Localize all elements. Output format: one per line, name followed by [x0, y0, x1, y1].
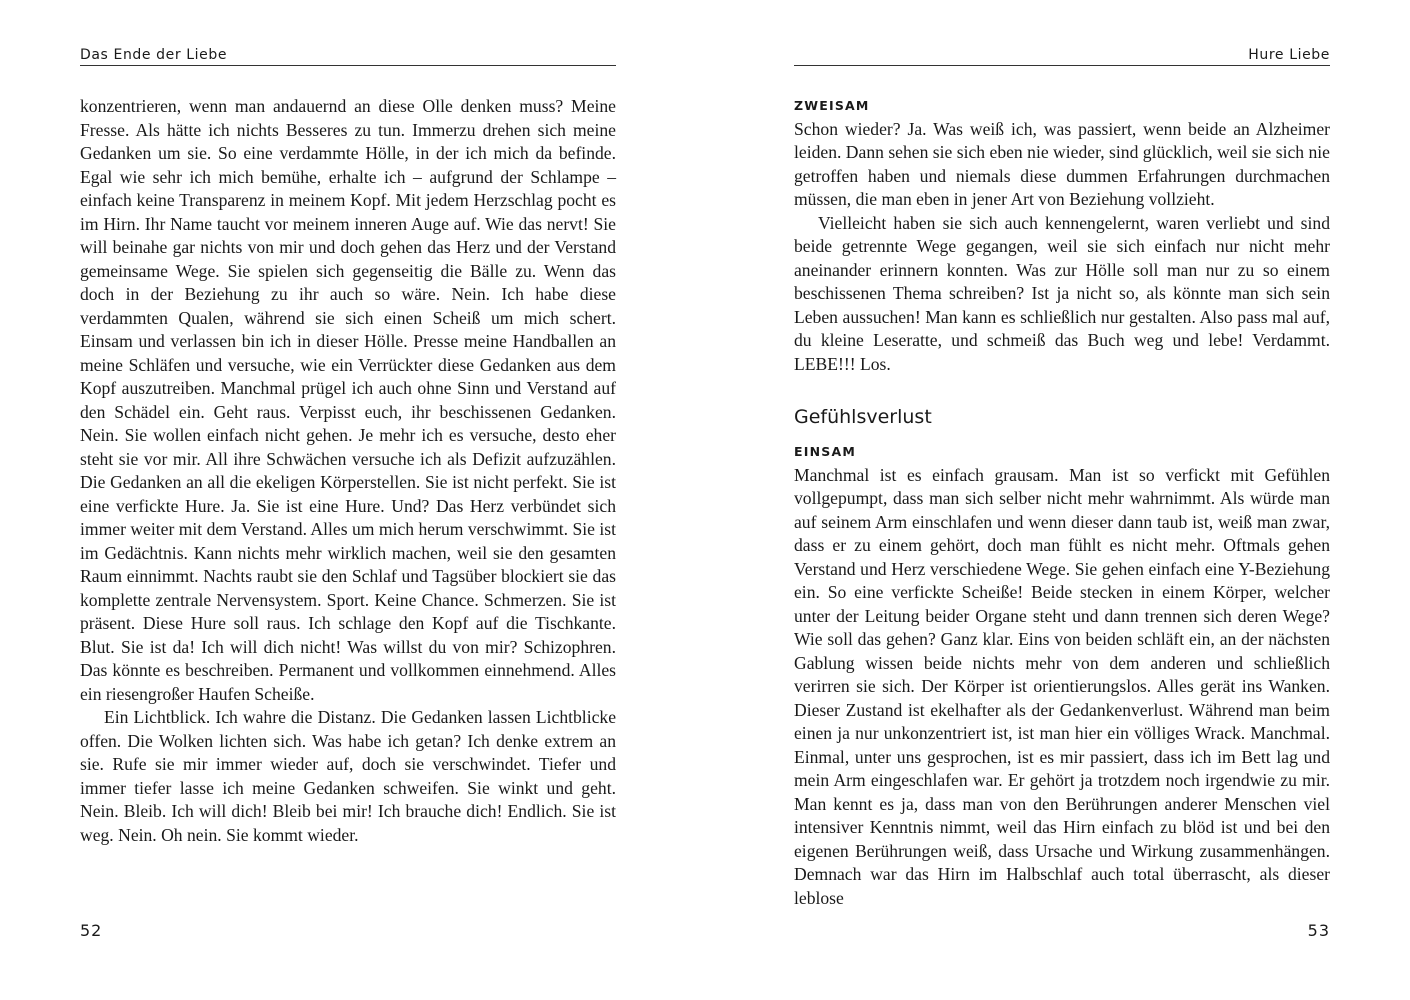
- right-paragraph-2: Vielleicht haben sie sich auch kennengelernt, waren verliebt und sind beide getrennte Wege gegangen, weil sie sich einfach nur nicht mehr aneinander erinnern konnten. Was zur Hölle soll man nur zu so einem beschissenen Thema schreiben? Ist ja nicht so, als könnte man sich sein Leben aussuchen! Man kann es schließlich nur gestalten. Also pass mal auf, du kleine Leseratte, und schmeiß das Buch weg und lebe! Verdammt. LEBE!!! Los.: [794, 212, 1330, 374]
- left-running-head-text: Das Ende der Liebe: [80, 47, 228, 63]
- right-paragraph-3: Manchmal ist es einfach grausam. Man ist so verfickt mit Gefühlen vollgepumpt, dass man sich selber nicht mehr wahrnimmt. Als würde man auf seinem Arm einschlafen und wenn dieser dann taub ist, weiß man zwar, dass er zu einem gehört, doch man fühlt es nicht mehr. Oftmals gehen Verstand und Herz verschiedene Wege. Sie gehen einfach eine Y-Beziehung ein. So eine verfickte Scheiße! Beide stecken in einem Körper, welcher unter der Leitung beider Organe steht und dann trennen sich deren Wege? Wie soll das gehen? Ganz klar. Eins von beiden schläft ein, an der nächsten Gablung wissen beide nichts mehr von dem anderen und schließlich verirren sie sich. Der Körper ist orientierungslos. Alles gerät ins Wanken. Dieser Zustand ist ekelhafter als der Gedankenverlust. Während man beim einen ja nur unkonzentriert ist, ist man hier ein völliges Wrack. Manchmal. Einmal, unter uns gesprochen, ist es mir passiert, dass ich im Bett lag und mein Arm eingeschlafen war. Er gehört ja trotzdem noch irgendwie zu mir. Man kennt es ja, dass man von den Berührungen anderer Menschen viel intensiver Kenntnis nimmt, weil das Hirn einfach zu blöd ist und bei den eigenen Berührungen weiß, dass Ursache und Wirkung zusammenhängen. Demnach war das Hirn im Halbschlaf auch total überrascht, als dieser leblose: [794, 464, 1330, 908]
- left-paragraph-1: konzentrieren, wenn man andauernd an diese Olle denken muss? Meine Fresse. Als hätte ich nichts Besseres zu tun. Immerzu drehen sich meine Gedanken um sie. So eine verdammte Hölle, in der ich mich da befinde. Egal wie sehr ich mich bemühe, erhalte ich – aufgrund der Schlampe – einfach keine Transparenz in meinem Kopf. Mit jedem Herzschlag pocht es im Hirn. Ihr Name taucht vor meinem inneren Auge auf. Wie das nervt! Sie will beinahe gar nichts von mir und doch gehen das Herz und der Verstand gemeinsame Wege. Sie spielen sich gegenseitig die Bälle zu. Wenn das doch in der Beziehung zu ihr auch so wäre. Nein. Ich habe diese verdammten Qualen, während sie sich einen Scheiß um mich schert. Einsam und verlassen bin ich in dieser Hölle. Presse meine Handballen an meine Schläfen und versuche, wie ein Verrückter diese Gedanken aus dem Kopf auszutreiben. Manchmal prügel ich auch ohne Sinn und Verstand auf den Schädel ein. Geht raus. Verpisst euch, ihr beschissenen Gedanken. Nein. Sie wollen einfach nicht gehen. Je mehr ich es versuche, desto eher steht sie vor mir. All ihre Schwächen versuche ich als Defizit aufzuzählen. Die Gedanken an all die ekeligen Körperstellen. Sie ist nicht perfekt. Sie ist eine verfickte Hure. Ja. Sie ist eine Hure. Und? Das Herz verbündet sich immer weiter mit dem Verstand. Alles um mich herum verschwimmt. Sie ist im Gedächtnis. Kann nichts mehr wirklich machen, weil sie den gesamten Raum einnimmt. Nachts raubt sie den Schlaf und Tagsüber blockiert sie das komplette zentrale Nervensystem. Sport. Keine Chance. Schmerzen. Sie ist präsent. Diese Hure soll raus. Ich schlage den Kopf auf die Tischkante. Blut. Sie ist da! Ich will dich nicht! Was willst du von mir? Schizophren. Das könnte es beschreiben. Permanent und vollkommen einnehmend. Alles ein riesengroßer Haufen Scheiße.: [80, 96, 616, 704]
- right-paragraph-1: Schon wieder? Ja. Was weiß ich, was passiert, wenn beide an Alzheimer leiden. Dann sehen sie sich eben nie wieder, sind glücklich, weil sie sich nie getroffen haben und niemals diese dummen Erfahrungen durchmachen müssen, die man eben in jener Art von Beziehung vollzieht.: [794, 118, 1330, 209]
- left-page: [80, 0, 616, 1000]
- right-page-number: 53: [1307, 921, 1330, 940]
- left-page-body: [80, 95, 616, 847]
- left-page-number: 52: [80, 921, 103, 940]
- left-running-head: [80, 44, 616, 66]
- kicker-zweisam: ZWEISAM: [794, 98, 870, 113]
- right-running-head-text: Hure Liebe: [1248, 47, 1330, 63]
- right-page-body: [794, 94, 1330, 910]
- section-title: Gefühlsverlust: [794, 406, 932, 428]
- left-paragraph-2: Ein Lichtblick. Ich wahre die Distanz. Die Gedanken lassen Lichtblicke offen. Die Wolken lichten sich. Was habe ich getan? Ich denke extrem an sie. Rufe sie mir immer wieder auf, doch sie verschwindet. Tiefer und immer tiefer lasse ich meine Gedanken schweifen. Sie winkt und geht. Nein. Bleib. Ich will dich! Bleib bei mir! Ich brauche dich! Endlich. Sie ist weg. Nein. Oh nein. Sie kommt wieder.: [80, 707, 616, 845]
- kicker-einsam: EINSAM: [794, 444, 856, 459]
- right-page: [794, 0, 1330, 1000]
- right-running-head: [794, 44, 1330, 66]
